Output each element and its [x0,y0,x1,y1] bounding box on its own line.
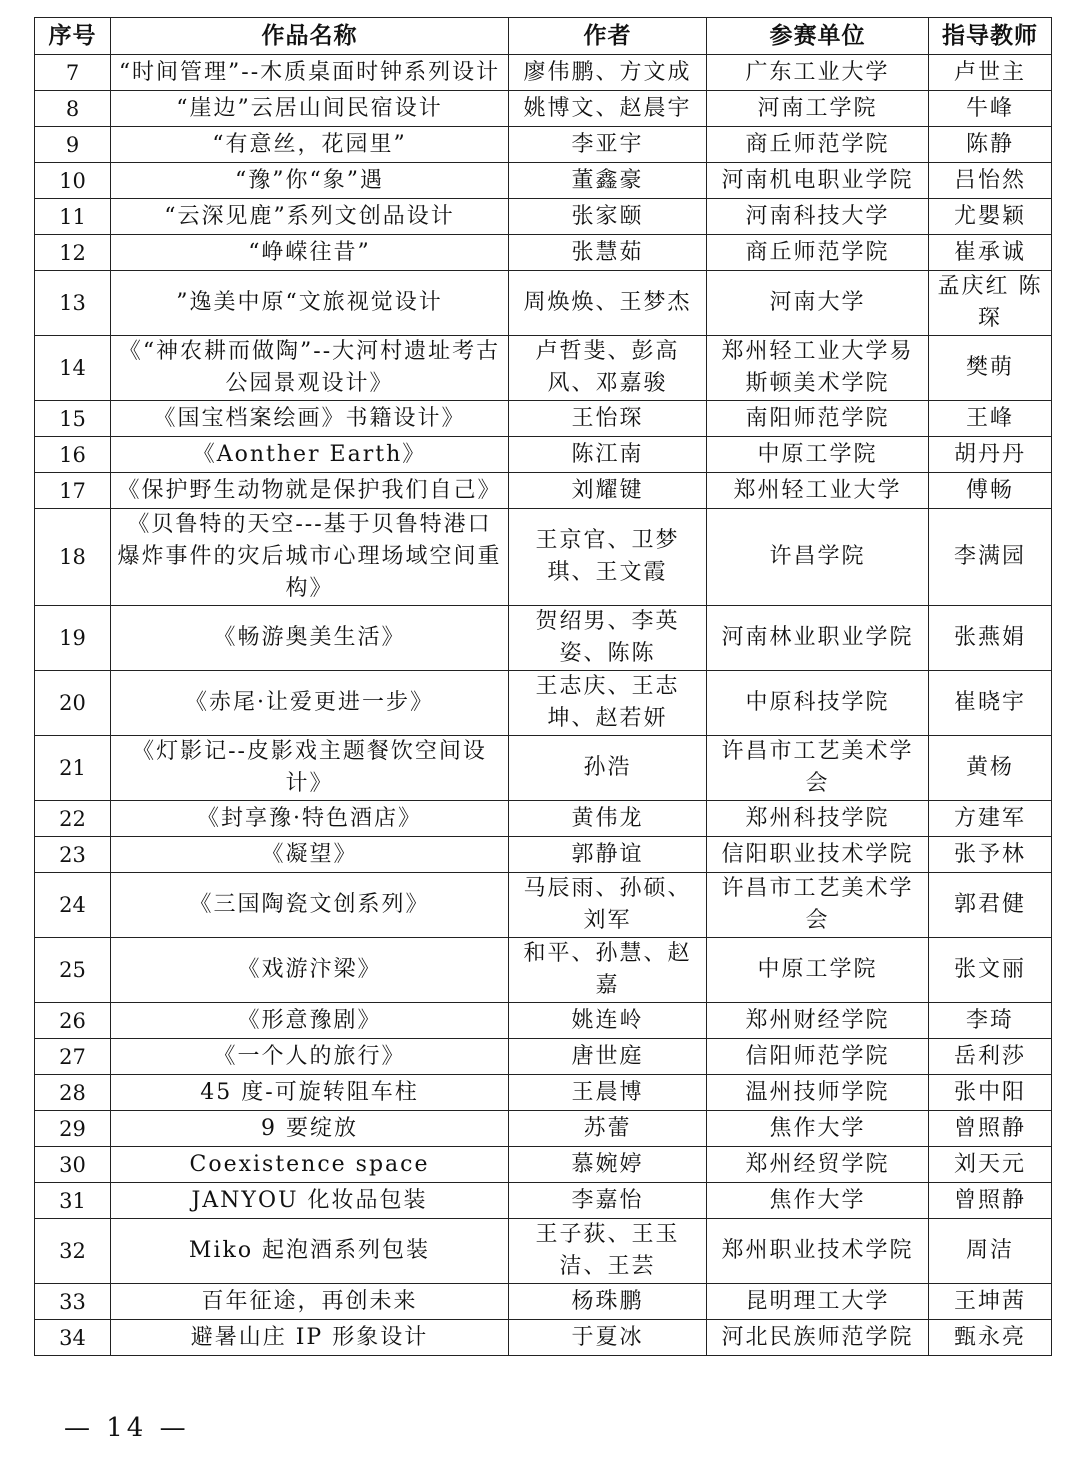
table-row [35,801,1052,837]
cell-advisor: 周洁 [929,1219,1052,1284]
table-row [35,1183,1052,1219]
cell-institution: 郑州科技学院 [707,801,929,837]
cell-author: 李亚宇 [509,127,707,163]
cell-work-title: 百年征途，再创未来 [111,1284,509,1320]
cell-institution: 中原工学院 [707,437,929,473]
cell-work-title: 《“神农耕而做陶”--大河村遗址考古公园景观设计》 [111,336,509,401]
cell-institution: 河南科技大学 [707,199,929,235]
cell-work-title: 《戏游汴梁》 [111,938,509,1003]
cell-advisor: 张中阳 [929,1075,1052,1111]
cell-advisor: 孟庆红 陈琛 [929,271,1052,336]
cell-author: 王志庆、王志坤、赵若妍 [509,671,707,736]
award-table [34,17,1052,1356]
cell-no: 18 [35,509,111,606]
cell-author: 苏蕾 [509,1111,707,1147]
table-row [35,127,1052,163]
cell-work-title: “有意丝，花园里” [111,127,509,163]
cell-author: 唐世庭 [509,1039,707,1075]
table-row [35,1003,1052,1039]
table-row [35,271,1052,336]
header-no: 序号 [35,18,111,55]
cell-advisor: 樊萌 [929,336,1052,401]
cell-work-title: 《灯影记--皮影戏主题餐饮空间设计》 [111,736,509,801]
table-row [35,736,1052,801]
table-row [35,235,1052,271]
cell-advisor: 王坤茜 [929,1284,1052,1320]
cell-work-title: Miko 起泡酒系列包装 [111,1219,509,1284]
cell-advisor: 甄永亮 [929,1320,1052,1356]
cell-institution: 中原科技学院 [707,671,929,736]
cell-advisor: 张燕娟 [929,606,1052,671]
cell-work-title: Coexistence space [111,1147,509,1183]
table-row [35,837,1052,873]
cell-advisor: 张文丽 [929,938,1052,1003]
cell-no: 32 [35,1219,111,1284]
cell-work-title: “峥嵘往昔” [111,235,509,271]
cell-work-title: 《凝望》 [111,837,509,873]
cell-advisor: 陈静 [929,127,1052,163]
cell-institution: 焦作大学 [707,1111,929,1147]
table-row [35,606,1052,671]
cell-work-title: 《赤尾·让爱更进一步》 [111,671,509,736]
table-row [35,938,1052,1003]
cell-no: 21 [35,736,111,801]
cell-work-title: 45 度-可旋转阻车柱 [111,1075,509,1111]
cell-author: 马辰雨、孙硕、刘军 [509,873,707,938]
cell-institution: 信阳职业技术学院 [707,837,929,873]
cell-author: 黄伟龙 [509,801,707,837]
cell-institution: 河南机电职业学院 [707,163,929,199]
cell-advisor: 刘天元 [929,1147,1052,1183]
cell-institution: 昆明理工大学 [707,1284,929,1320]
cell-no: 28 [35,1075,111,1111]
cell-advisor: 傅畅 [929,473,1052,509]
cell-author: 刘耀键 [509,473,707,509]
cell-author: 董鑫豪 [509,163,707,199]
cell-advisor: 崔承诚 [929,235,1052,271]
cell-author: 张慧茹 [509,235,707,271]
cell-work-title: 《保护野生动物就是保护我们自己》 [111,473,509,509]
cell-author: 于夏冰 [509,1320,707,1356]
cell-institution: 郑州轻工业大学 [707,473,929,509]
cell-no: 22 [35,801,111,837]
header-author: 作者 [509,18,707,55]
cell-author: 李嘉怡 [509,1183,707,1219]
cell-advisor: 岳利莎 [929,1039,1052,1075]
table-header [35,18,1052,55]
cell-advisor: 王峰 [929,401,1052,437]
cell-work-title: “崖边”云居山间民宿设计 [111,91,509,127]
cell-no: 7 [35,55,111,91]
cell-institution: 河南工学院 [707,91,929,127]
cell-advisor: 曾照静 [929,1111,1052,1147]
cell-no: 19 [35,606,111,671]
cell-no: 24 [35,873,111,938]
cell-work-title: 《Aonther Earth》 [111,437,509,473]
cell-advisor: 黄杨 [929,736,1052,801]
table-row [35,473,1052,509]
cell-author: 陈江南 [509,437,707,473]
cell-work-title: 《一个人的旅行》 [111,1039,509,1075]
cell-institution: 温州技师学院 [707,1075,929,1111]
cell-no: 29 [35,1111,111,1147]
cell-no: 13 [35,271,111,336]
cell-institution: 郑州财经学院 [707,1003,929,1039]
cell-author: 贺绍男、李英姿、陈陈 [509,606,707,671]
table-row [35,509,1052,606]
table-row [35,873,1052,938]
cell-no: 8 [35,91,111,127]
cell-institution: 商丘师范学院 [707,235,929,271]
cell-author: 王晨博 [509,1075,707,1111]
cell-advisor: 方建军 [929,801,1052,837]
table-row [35,1039,1052,1075]
cell-institution: 郑州轻工业大学易斯顿美术学院 [707,336,929,401]
cell-no: 12 [35,235,111,271]
cell-institution: 许昌市工艺美术学会 [707,736,929,801]
cell-work-title: ”逸美中原“文旅视觉设计 [111,271,509,336]
table-row [35,91,1052,127]
cell-author: 姚博文、赵晨宇 [509,91,707,127]
table-row [35,1320,1052,1356]
table-row [35,199,1052,235]
cell-no: 10 [35,163,111,199]
cell-institution: 商丘师范学院 [707,127,929,163]
cell-work-title: “豫”你“象”遇 [111,163,509,199]
table-row [35,163,1052,199]
header-work-title: 作品名称 [111,18,509,55]
cell-work-title: 《形意豫剧》 [111,1003,509,1039]
cell-no: 23 [35,837,111,873]
table-row [35,1111,1052,1147]
table-row [35,401,1052,437]
cell-no: 9 [35,127,111,163]
cell-no: 16 [35,437,111,473]
cell-work-title: JANYOU 化妆品包装 [111,1183,509,1219]
cell-advisor: 李满园 [929,509,1052,606]
cell-author: 郭静谊 [509,837,707,873]
cell-institution: 河南林业职业学院 [707,606,929,671]
header-institution: 参赛单位 [707,18,929,55]
cell-institution: 河北民族师范学院 [707,1320,929,1356]
cell-institution: 郑州经贸学院 [707,1147,929,1183]
table-row [35,1147,1052,1183]
page-number: — 14 — [64,1413,190,1443]
cell-author: 张家颐 [509,199,707,235]
cell-advisor: 李琦 [929,1003,1052,1039]
cell-author: 卢哲斐、彭高风、邓嘉骏 [509,336,707,401]
cell-author: 王京官、卫梦琪、王文霞 [509,509,707,606]
cell-institution: 郑州职业技术学院 [707,1219,929,1284]
cell-author: 周焕焕、王梦杰 [509,271,707,336]
cell-advisor: 卢世主 [929,55,1052,91]
cell-author: 王子荻、王玉洁、王芸 [509,1219,707,1284]
cell-institution: 广东工业大学 [707,55,929,91]
cell-advisor: 牛峰 [929,91,1052,127]
cell-author: 慕婉婷 [509,1147,707,1183]
cell-institution: 南阳师范学院 [707,401,929,437]
cell-institution: 中原工学院 [707,938,929,1003]
cell-author: 姚连岭 [509,1003,707,1039]
cell-advisor: 胡丹丹 [929,437,1052,473]
cell-no: 31 [35,1183,111,1219]
table-row [35,1219,1052,1284]
table-row [35,671,1052,736]
header-advisor: 指导教师 [929,18,1052,55]
cell-advisor: 尤嬰颖 [929,199,1052,235]
cell-author: 廖伟鹏、方文成 [509,55,707,91]
cell-institution: 信阳师范学院 [707,1039,929,1075]
table-row [35,1075,1052,1111]
cell-institution: 许昌市工艺美术学会 [707,873,929,938]
table-row [35,437,1052,473]
table-row [35,1284,1052,1320]
cell-work-title: 《畅游奥美生活》 [111,606,509,671]
cell-institution: 河南大学 [707,271,929,336]
cell-work-title: “时间管理”--木质桌面时钟系列设计 [111,55,509,91]
header-row [35,18,1052,55]
cell-no: 30 [35,1147,111,1183]
cell-advisor: 张予林 [929,837,1052,873]
cell-no: 17 [35,473,111,509]
cell-work-title: 9 要绽放 [111,1111,509,1147]
cell-no: 14 [35,336,111,401]
cell-advisor: 崔晓宇 [929,671,1052,736]
cell-no: 11 [35,199,111,235]
cell-work-title: 《三国陶瓷文创系列》 [111,873,509,938]
cell-author: 和平、孙慧、赵嘉 [509,938,707,1003]
cell-institution: 焦作大学 [707,1183,929,1219]
cell-no: 20 [35,671,111,736]
cell-work-title: 《贝鲁特的天空---基于贝鲁特港口爆炸事件的灾后城市心理场域空间重构》 [111,509,509,606]
cell-work-title: 《封享豫·特色酒店》 [111,801,509,837]
cell-work-title: “云深见鹿”系列文创品设计 [111,199,509,235]
table-row [35,55,1052,91]
cell-no: 27 [35,1039,111,1075]
cell-no: 34 [35,1320,111,1356]
table-body [35,55,1052,1356]
cell-no: 15 [35,401,111,437]
cell-advisor: 郭君健 [929,873,1052,938]
cell-work-title: 《国宝档案绘画》书籍设计》 [111,401,509,437]
cell-author: 王怡琛 [509,401,707,437]
cell-author: 杨珠鹏 [509,1284,707,1320]
cell-no: 33 [35,1284,111,1320]
cell-advisor: 吕怡然 [929,163,1052,199]
table-row [35,336,1052,401]
cell-work-title: 避暑山庄 IP 形象设计 [111,1320,509,1356]
cell-institution: 许昌学院 [707,509,929,606]
cell-no: 25 [35,938,111,1003]
cell-no: 26 [35,1003,111,1039]
cell-advisor: 曾照静 [929,1183,1052,1219]
cell-author: 孙浩 [509,736,707,801]
